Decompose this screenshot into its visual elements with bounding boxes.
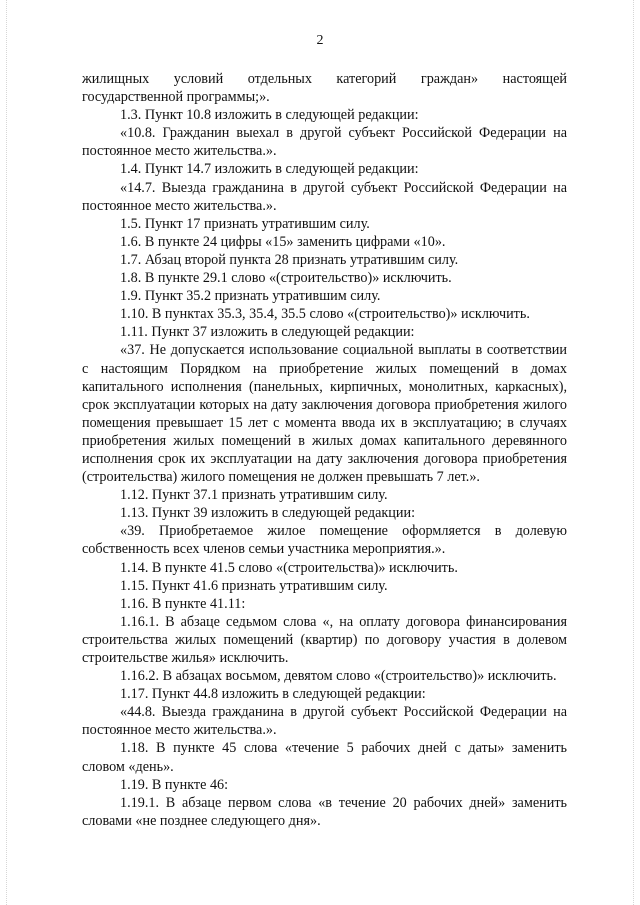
document-body xyxy=(82,70,567,830)
paragraph: 1.9. Пункт 35.2 признать утратившим силу. xyxy=(120,288,381,305)
page-number: 2 xyxy=(316,33,324,48)
paragraph: жилищных условий отдельных категорий граждан» настоящей xyxy=(82,71,567,87)
paragraph: 1.4. Пункт 14.7 изложить в следующей редакции: xyxy=(120,161,419,178)
paragraph: 1.3. Пункт 10.8 изложить в следующей редакции: xyxy=(120,107,419,124)
paragraph: 1.13. Пункт 39 изложить в следующей редакции: xyxy=(120,505,416,522)
paragraph: 1.19. В пункте 46: xyxy=(120,776,229,793)
paragraph: 1.8. В пункте 29.1 слово «(строительство)» исключить. xyxy=(120,270,452,287)
paragraph: «14.7. Выезда гражданина в другой субъект Российской Федерации на постоянное место жительства.». xyxy=(82,179,567,214)
paragraph: 1.16.2. В абзацах восьмом, девятом слово «(строительство)» исключить. xyxy=(120,668,557,685)
paragraph: 1.17. Пункт 44.8 изложить в следующей редакции: xyxy=(120,686,426,703)
paragraph: 1.11. Пункт 37 изложить в следующей редакции: xyxy=(120,324,415,341)
paragraph: 1.10. В пунктах 35.3, 35.4, 35.5 слово «(строительство)» исключить. xyxy=(120,306,530,323)
paragraph: «44.8. Выезда гражданина в другой субъект Российской Федерации на постоянное место жительства.». xyxy=(82,704,567,739)
paragraph: «37. Не допускается использование социальной выплаты в соответствии с настоящим Порядком на приобретение жилых помещений в домах капитального исполнения (панельных, кирпичных, монолитных, каркасных), срок эксплуатации которых на дату заключения договора приобретения жилого помещения превышает 15 лет с момента ввода их в эксплуатацию; в случаях приобретения жилых помещений в жилых домах капитального деревянного исполнения срок их эксплуатации на дату заключения договора приобретения (строительства) жилого помещения не должен превышать 7 лет.». xyxy=(82,342,567,486)
paragraph: 1.7. Абзац второй пункта 28 признать утратившим силу. xyxy=(120,251,459,268)
paragraph: 1.16.1. В абзаце седьмом слова «, на оплату договора финансирования строительства жилых помещений (квартир) по договору участия в долевом строительстве жилья» исключить. xyxy=(82,613,567,666)
paragraph: 1.16. В пункте 41.11: xyxy=(120,595,246,612)
paragraph: 1.12. Пункт 37.1 признать утратившим силу. xyxy=(120,487,388,504)
paragraph: 1.5. Пункт 17 признать утратившим силу. xyxy=(120,215,370,232)
paragraph: государственной программы;». xyxy=(82,89,270,106)
paragraph: 1.14. В пункте 41.5 слово «(строительства)» исключить. xyxy=(120,559,458,576)
paragraph: 1.19.1. В абзаце первом слова «в течение 20 рабочих дней» заменить словами «не позднее следующего дня». xyxy=(82,794,567,829)
paragraph: 1.6. В пункте 24 цифры «15» заменить цифрами «10». xyxy=(120,233,446,250)
scan-edge-left xyxy=(6,0,8,905)
paragraph: «39. Приобретаемое жилое помещение оформляется в долевую собственность всех членов семьи участника мероприятия.». xyxy=(82,523,567,558)
paragraph: 1.18. В пункте 45 слова «течение 5 рабочих дней с даты» заменить словом «день». xyxy=(82,740,567,775)
paragraph: 1.15. Пункт 41.6 признать утратившим силу. xyxy=(120,577,388,594)
scan-edge-right xyxy=(632,0,634,905)
paragraph: «10.8. Гражданин выехал в другой субъект Российской Федерации на постоянное место жительства.». xyxy=(82,125,567,160)
